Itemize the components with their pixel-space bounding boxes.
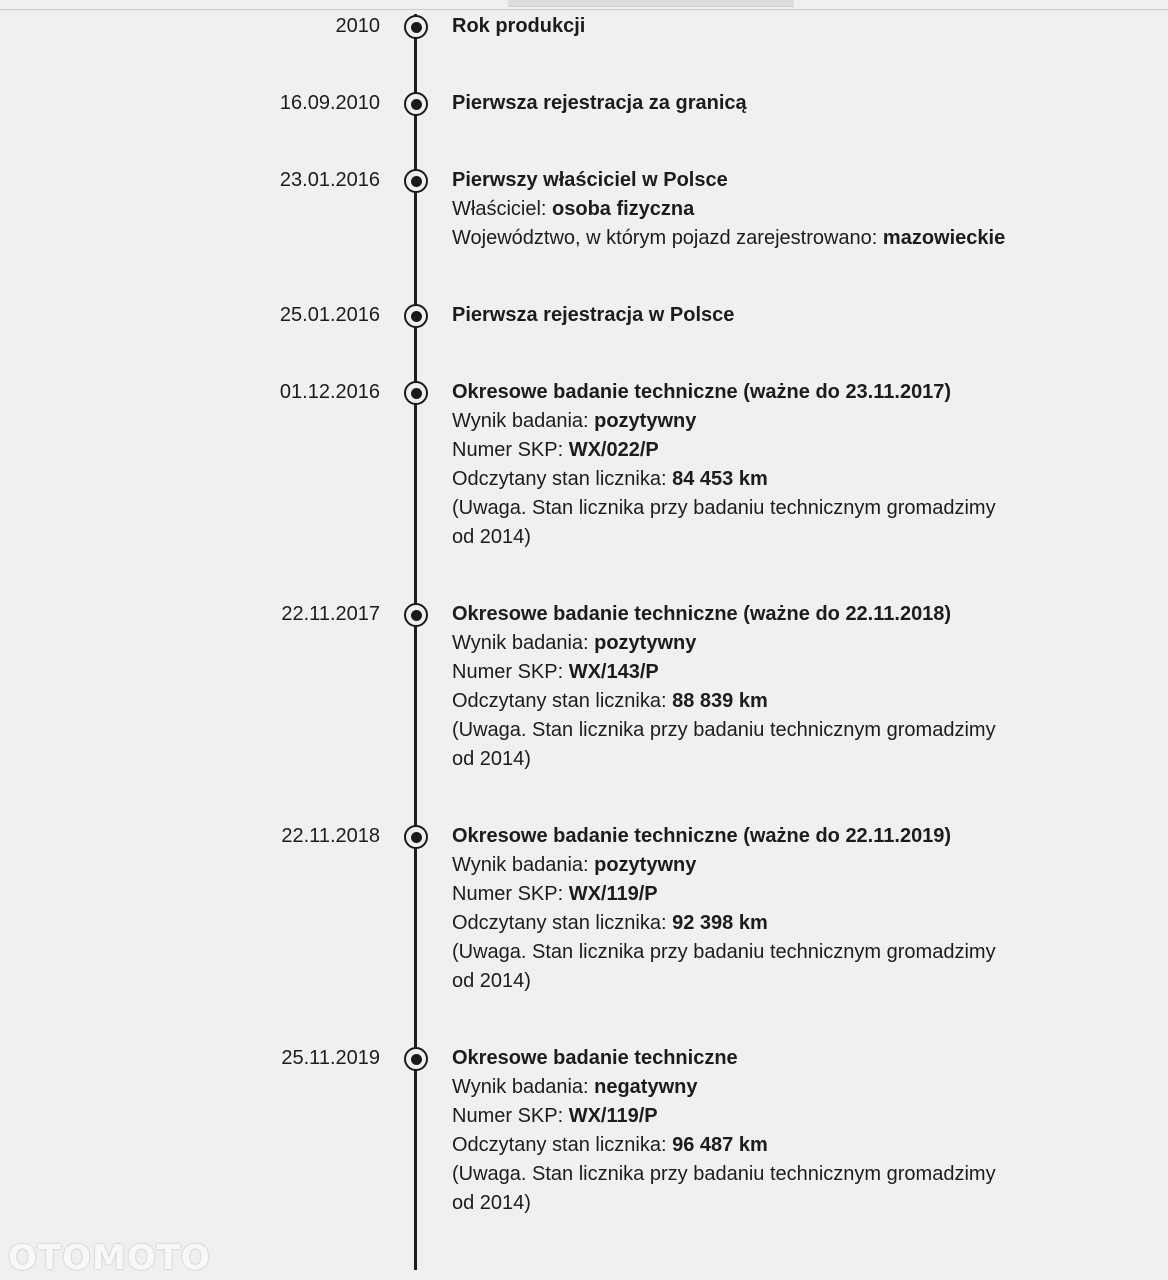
skp-line bbox=[452, 880, 1032, 909]
timeline-marker-icon bbox=[404, 825, 428, 849]
timeline-marker-icon bbox=[404, 15, 428, 39]
event-title: Pierwsza rejestracja w Polsce bbox=[452, 304, 735, 326]
result-value: pozytywny bbox=[594, 854, 697, 876]
skp-line bbox=[452, 436, 1032, 465]
timeline-marker-icon bbox=[404, 92, 428, 116]
event-content bbox=[452, 89, 1032, 118]
event-content bbox=[452, 301, 1032, 330]
odometer-value: 96 487 km bbox=[672, 1134, 768, 1156]
event-title: Pierwsza rejestracja za granicą bbox=[452, 92, 747, 114]
skp-value: WX/143/P bbox=[568, 661, 659, 683]
result-line bbox=[452, 1073, 1032, 1102]
timeline-marker-icon bbox=[404, 1047, 428, 1071]
odometer-line bbox=[452, 687, 1032, 716]
result-value: pozytywny bbox=[594, 632, 697, 654]
event-date: 01.12.2016 bbox=[279, 381, 380, 403]
owner-value: osoba fizyczna bbox=[552, 198, 695, 220]
event-date: 22.11.2018 bbox=[281, 825, 380, 847]
owner-line bbox=[452, 195, 1032, 224]
otomoto-watermark: OTOMOTO bbox=[8, 1238, 211, 1278]
result-label: Wynik badania: bbox=[452, 1076, 595, 1098]
timeline-marker-icon bbox=[404, 381, 428, 405]
odometer-label: Odczytany stan licznika: bbox=[452, 912, 673, 934]
skp-label: Numer SKP: bbox=[452, 883, 569, 905]
event-title: Okresowe badanie techniczne bbox=[452, 1047, 738, 1069]
result-value: negatywny bbox=[594, 1076, 698, 1098]
region-value: mazowieckie bbox=[882, 227, 1006, 249]
timeline-line bbox=[414, 14, 417, 1270]
top-tab bbox=[508, 0, 794, 7]
skp-value: WX/119/P bbox=[568, 1105, 658, 1127]
timeline-marker-icon bbox=[404, 304, 428, 328]
odometer-note: (Uwaga. Stan licznika przy badaniu technicznym gromadzimy od 2014) bbox=[452, 1163, 996, 1214]
event-title: Okresowe badanie techniczne (ważne do 22.11.2019) bbox=[452, 825, 952, 847]
event-title: Okresowe badanie techniczne (ważne do 23.11.2017) bbox=[452, 381, 952, 403]
event-content bbox=[452, 166, 1032, 253]
timeline-marker-icon bbox=[404, 169, 428, 193]
result-label: Wynik badania: bbox=[452, 854, 595, 876]
event-date: 23.01.2016 bbox=[279, 169, 380, 191]
odometer-label: Odczytany stan licznika: bbox=[452, 690, 673, 712]
skp-line bbox=[452, 658, 1032, 687]
skp-label: Numer SKP: bbox=[452, 1105, 569, 1127]
result-label: Wynik badania: bbox=[452, 632, 595, 654]
event-date: 25.01.2016 bbox=[279, 304, 380, 326]
top-border bbox=[0, 9, 1168, 10]
event-content bbox=[452, 378, 1032, 551]
result-line bbox=[452, 407, 1032, 436]
event-content bbox=[452, 822, 1032, 995]
skp-value: WX/022/P bbox=[568, 439, 659, 461]
event-title: Rok produkcji bbox=[452, 15, 586, 37]
result-label: Wynik badania: bbox=[452, 410, 595, 432]
region-line bbox=[452, 224, 1032, 253]
event-date: 2010 bbox=[335, 15, 380, 37]
event-title: Okresowe badanie techniczne (ważne do 22.11.2018) bbox=[452, 603, 952, 625]
event-content bbox=[452, 600, 1032, 773]
odometer-note: (Uwaga. Stan licznika przy badaniu technicznym gromadzimy od 2014) bbox=[452, 497, 996, 548]
result-line bbox=[452, 851, 1032, 880]
skp-line bbox=[452, 1102, 1032, 1131]
event-date: 16.09.2010 bbox=[279, 92, 380, 114]
odometer-note: (Uwaga. Stan licznika przy badaniu technicznym gromadzimy od 2014) bbox=[452, 719, 996, 770]
owner-label: Właściciel: bbox=[452, 198, 553, 220]
event-date: 22.11.2017 bbox=[281, 603, 380, 625]
skp-value: WX/119/P bbox=[568, 883, 658, 905]
result-line bbox=[452, 629, 1032, 658]
odometer-value: 92 398 km bbox=[672, 912, 768, 934]
result-value: pozytywny bbox=[594, 410, 697, 432]
odometer-label: Odczytany stan licznika: bbox=[452, 468, 673, 490]
event-date: 25.11.2019 bbox=[281, 1047, 380, 1069]
event-content bbox=[452, 12, 1032, 41]
odometer-note: (Uwaga. Stan licznika przy badaniu technicznym gromadzimy od 2014) bbox=[452, 941, 996, 992]
odometer-value: 84 453 km bbox=[672, 468, 768, 490]
skp-label: Numer SKP: bbox=[452, 439, 569, 461]
odometer-line bbox=[452, 1131, 1032, 1160]
odometer-value: 88 839 km bbox=[672, 690, 768, 712]
event-title: Pierwszy właściciel w Polsce bbox=[452, 169, 728, 191]
timeline-marker-icon bbox=[404, 603, 428, 627]
region-label: Województwo, w którym pojazd zarejestrowano: bbox=[452, 227, 883, 249]
odometer-line bbox=[452, 465, 1032, 494]
odometer-line bbox=[452, 909, 1032, 938]
event-content bbox=[452, 1044, 1032, 1217]
odometer-label: Odczytany stan licznika: bbox=[452, 1134, 673, 1156]
skp-label: Numer SKP: bbox=[452, 661, 569, 683]
